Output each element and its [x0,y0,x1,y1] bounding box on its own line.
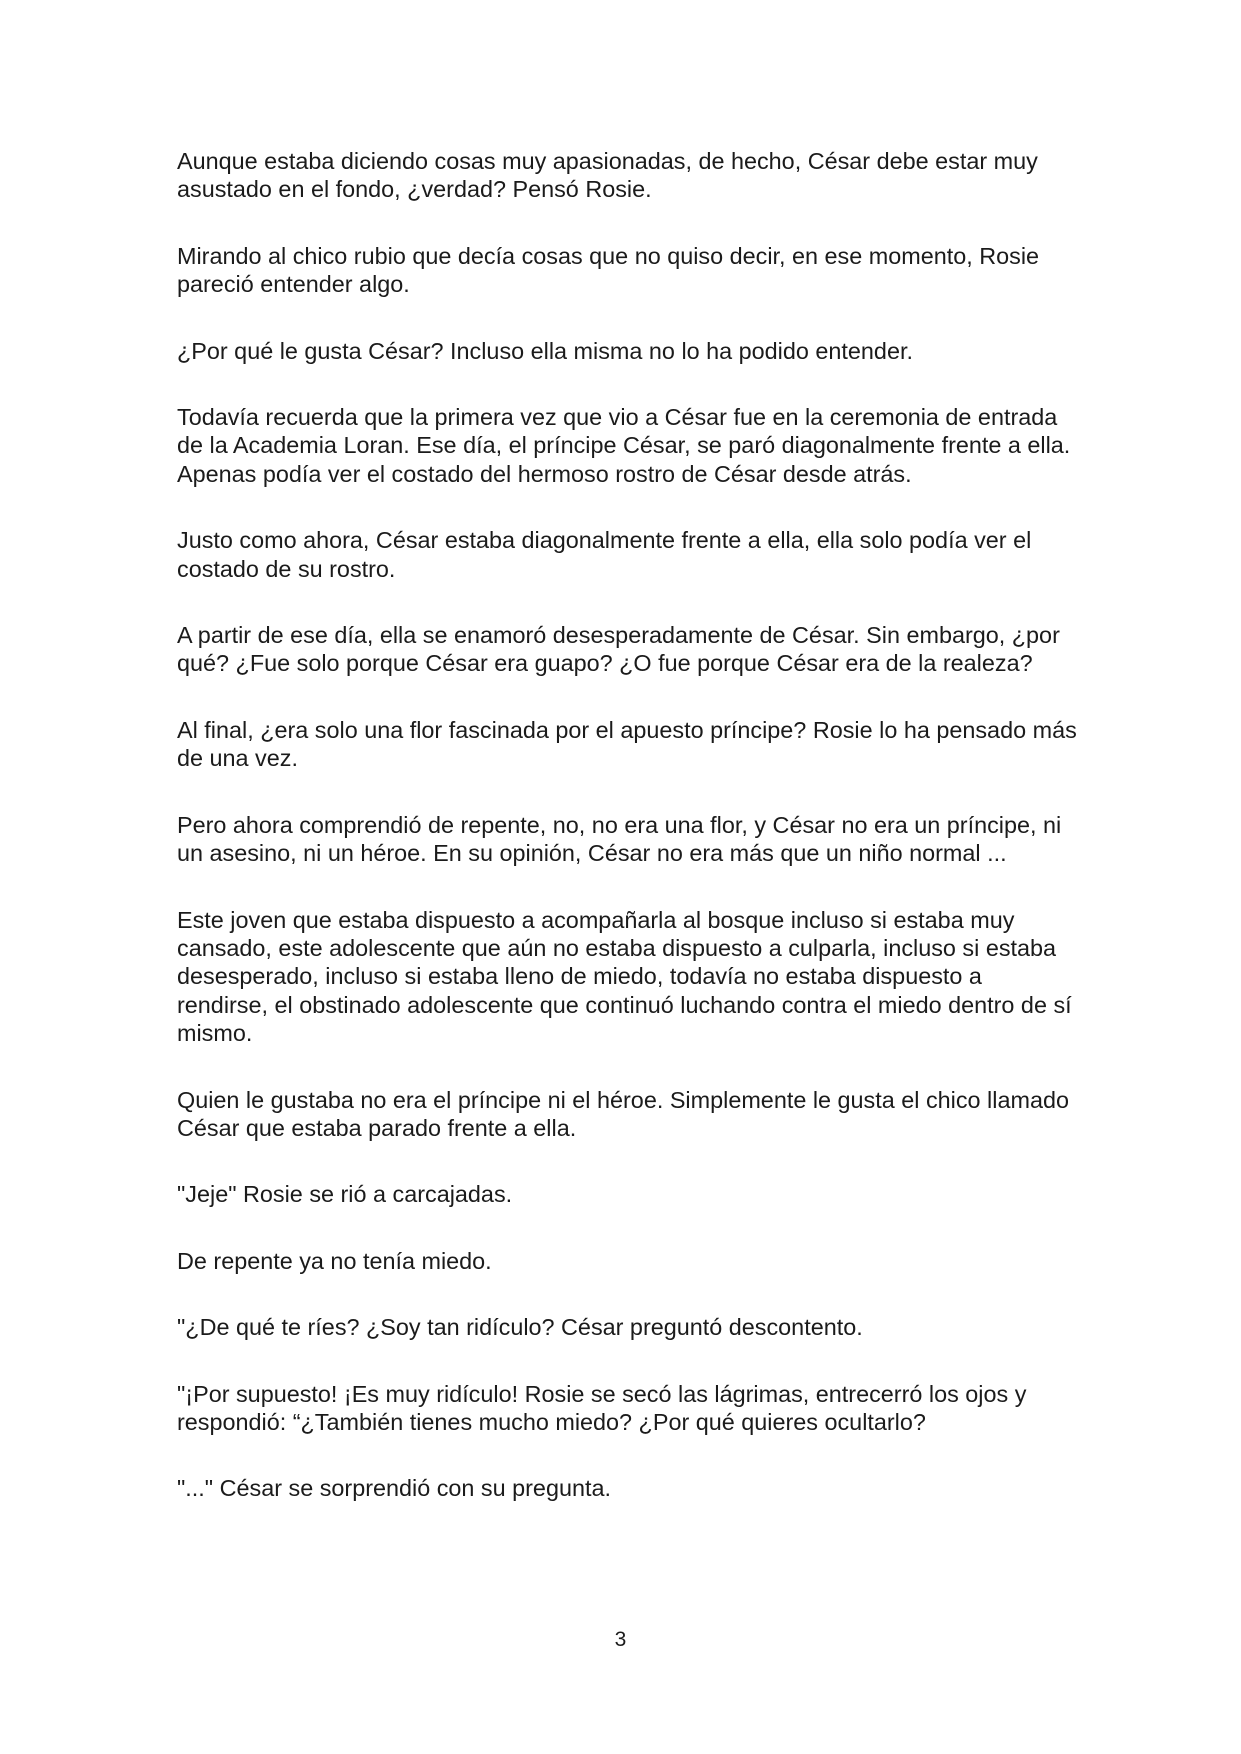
paragraph: Pero ahora comprendió de repente, no, no era una flor, y César no era un príncipe, ni un asesino, ni un héroe. En su opinión, César no era más que un niño normal ... [177,811,1062,867]
paragraph: Justo como ahora, César estaba diagonalmente frente a ella, ella solo podía ver el costado de su rostro. [177,527,1032,582]
paragraph: Al final, ¿era solo una flor fascinada por el apuesto príncipe? Rosie lo ha pensado más de una vez. [177,716,1077,772]
paragraph: "¡Por supuesto! ¡Es muy ridículo! Rosie se secó las lágrimas, entrecerró los ojos y respondió: “¿También tienes mucho miedo? ¿Por qué quieres ocultarlo? [177,1380,1027,1435]
paragraph: "..." César se sorprendió con su pregunta. [177,1475,611,1502]
paragraph: "¿De qué te ríes? ¿Soy tan ridículo? César preguntó descontento. [177,1314,863,1341]
paragraph: Mirando al chico rubio que decía cosas que no quiso decir, en ese momento, Rosie pareció entender algo. [177,242,1040,298]
paragraph: Todavía recuerda que la primera vez que vio a César fue en la ceremonia de entrada de la Academia Loran. Ese día, el príncipe César, se paró diagonalmente frente a ella. Apenas podía ver el costado del hermoso rostro de César desde atrás. [177,404,1071,487]
paragraph: "Jeje" Rosie se rió a carcajadas. [177,1181,513,1208]
paragraph: De repente ya no tenía miedo. [177,1247,492,1274]
paragraph: Quien le gustaba no era el príncipe ni el héroe. Simplemente le gusta el chico llamado César que estaba parado frente a ella. [177,1086,1069,1141]
paragraph: Este joven que estaba dispuesto a acompañarla al bosque incluso si estaba muy cansado, este adolescente que aún no estaba dispuesto a culparla, incluso si estaba desesperado, incluso si estaba lleno de miedo, todavía no estaba dispuesto a rendirse, el obstinado adolescente que continuó luchando contra el miedo dentro de sí mismo. [177,906,1072,1047]
paragraph: Aunque estaba diciendo cosas muy apasionadas, de hecho, César debe estar muy asustado en el fondo, ¿verdad? Pensó Rosie. [177,148,1038,203]
page-body [177,147,1077,1541]
paragraph: A partir de ese día, ella se enamoró desesperadamente de César. Sin embargo, ¿por qué? ¿Fue solo porque César era guapo? ¿O fue porque César era de la realeza? [177,622,1060,677]
paragraph: ¿Por qué le gusta César? Incluso ella misma no lo ha podido entender. [177,337,913,364]
page-number: 3 [614,1628,627,1651]
